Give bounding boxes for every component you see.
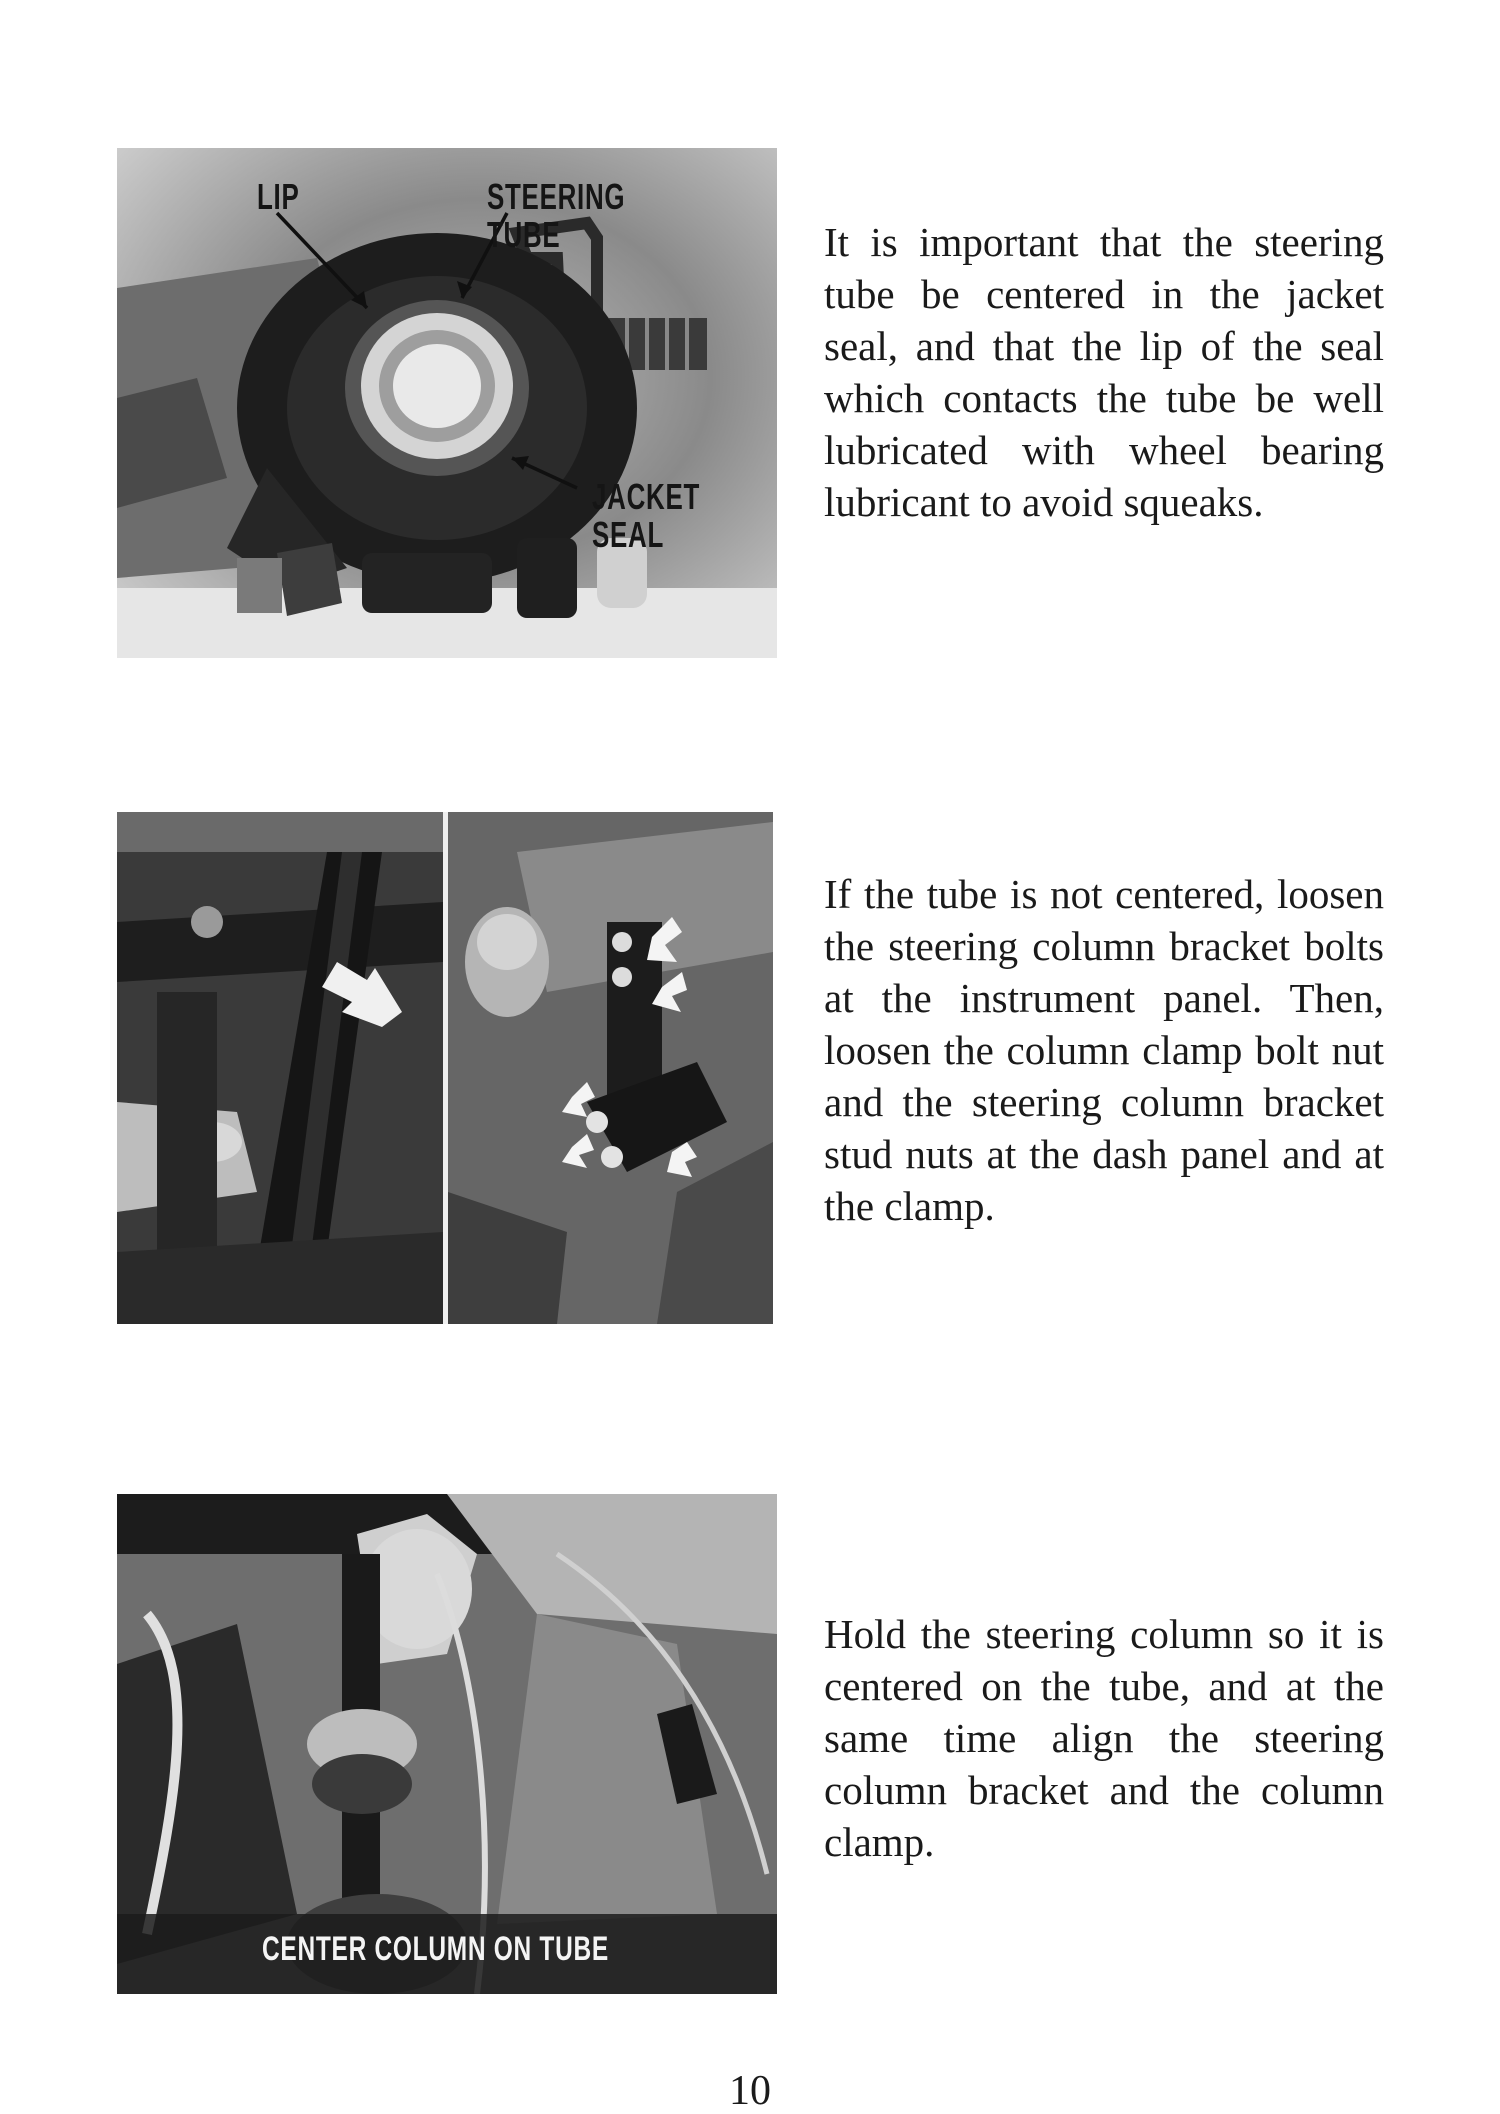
label-jacket-seal: JACKET SEAL xyxy=(592,476,701,555)
caption-center-column-on-tube: CENTER COLUMN ON TUBE xyxy=(262,1930,609,1968)
label-lip: LIP xyxy=(257,176,300,217)
center-column-photo xyxy=(117,1494,777,1994)
bracket-bolts-photo xyxy=(117,812,773,1324)
jacket-seal-photo xyxy=(117,148,777,658)
paragraph-3: Hold the steering column so it is centered on the tube, and at the same time align the steering column bracket and the column clamp. xyxy=(824,1611,1384,1865)
center-column-illustration xyxy=(117,1494,777,1994)
bracket-bolts-illustration xyxy=(117,812,773,1324)
label-steering-tube: STEERING TUBE xyxy=(487,176,626,255)
paragraph-2: If the tube is not centered, loosen the steering column bracket bolts at the instrument panel. Then, loosen the column clamp bolt nut and the steering column bracket stud nuts at the dash panel and at the clamp. xyxy=(824,871,1384,1229)
paragraph-1: It is important that the steering tube be centered in the jacket seal, and that the lip of the seal which contacts the tube be well lubricated with wheel bearing lubricant to avoid squeaks. xyxy=(824,219,1384,525)
page-number: 10 xyxy=(729,2068,771,2114)
